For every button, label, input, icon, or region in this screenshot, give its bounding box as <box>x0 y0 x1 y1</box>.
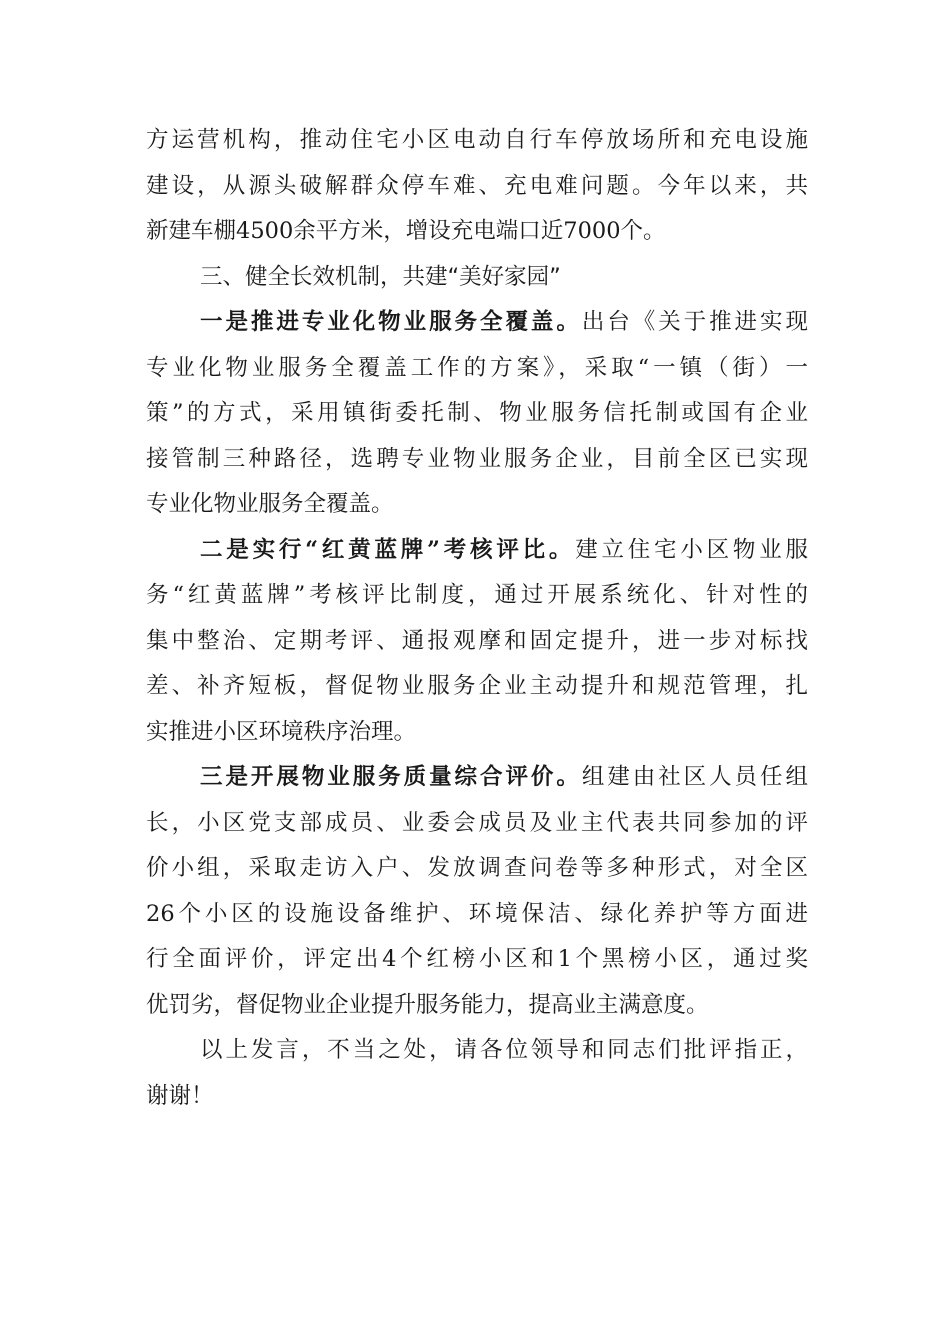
text-line: 务“红黄蓝牌”考核评比制度，通过开展系统化、针对性的 <box>146 582 808 608</box>
text-line: 新建车棚4500余平方米，增设充电端口近7000个。 <box>146 218 666 244</box>
paragraph-one <box>146 300 808 528</box>
text-line: 26个小区的设施设备维护、环境保洁、绿化养护等方面进 <box>146 900 808 927</box>
text-line: 谢谢！ <box>146 1082 214 1109</box>
text-line: 行全面评价，评定出4个红榜小区和1个黑榜小区，通过奖 <box>146 946 808 972</box>
paragraph-text: 组建由社区人员任组 <box>581 764 808 790</box>
paragraph-intro <box>146 118 808 255</box>
paragraph-two <box>146 528 808 756</box>
text-line: 专业化物业服务全覆盖。 <box>146 491 394 517</box>
text-line: 专业化物业服务全覆盖工作的方案》，采取“一镇（街）一 <box>146 354 808 381</box>
text-line: 优罚劣，督促物业企业提升服务能力，提高业主满意度。 <box>146 991 709 1018</box>
paragraph-text: 建立住宅小区物业服 <box>575 536 808 563</box>
paragraph-three <box>146 755 808 1028</box>
text-line: 方运营机构，推动住宅小区电动自行车停放场所和充电设施 <box>146 127 808 153</box>
text-line: 策”的方式，采用镇街委托制、物业服务信托制或国有企业 <box>146 400 808 426</box>
text-line: 价小组，采取走访入户、发放调查问卷等多种形式，对全区 <box>146 855 808 881</box>
paragraph-text: 出台《关于推进实现 <box>581 309 808 335</box>
text-line: 建设，从源头破解群众停车难、充电难问题。今年以来，共 <box>146 172 808 199</box>
document-body <box>146 118 808 1119</box>
text-line: 实推进小区环境秩序治理。 <box>146 718 417 745</box>
paragraph-lead: 三是开展物业服务质量综合评价。 <box>200 764 582 790</box>
text-line <box>146 755 808 801</box>
paragraph-lead: 一是推进专业化物业服务全覆盖。 <box>200 309 582 335</box>
text-line: 集中整治、定期考评、通报观摩和固定提升，进一步对标找 <box>146 627 808 654</box>
section-heading: 三、健全长效机制，共建“美好家园” <box>200 263 561 290</box>
text-line: 差、补齐短板，督促物业服务企业主动提升和规范管理，扎 <box>146 673 808 699</box>
text-line <box>146 300 808 346</box>
text-line <box>146 528 808 574</box>
paragraph-closing <box>146 1028 808 1119</box>
text-line: 接管制三种路径，选聘专业物业服务企业，目前全区已实现 <box>146 445 808 472</box>
paragraph-lead: 二是实行“红黄蓝牌”考核评比。 <box>200 536 576 563</box>
text-line: 以上发言，不当之处，请各位领导和同志们批评指正， <box>200 1037 808 1063</box>
text-line: 长，小区党支部成员、业委会成员及业主代表共同参加的评 <box>146 809 808 836</box>
